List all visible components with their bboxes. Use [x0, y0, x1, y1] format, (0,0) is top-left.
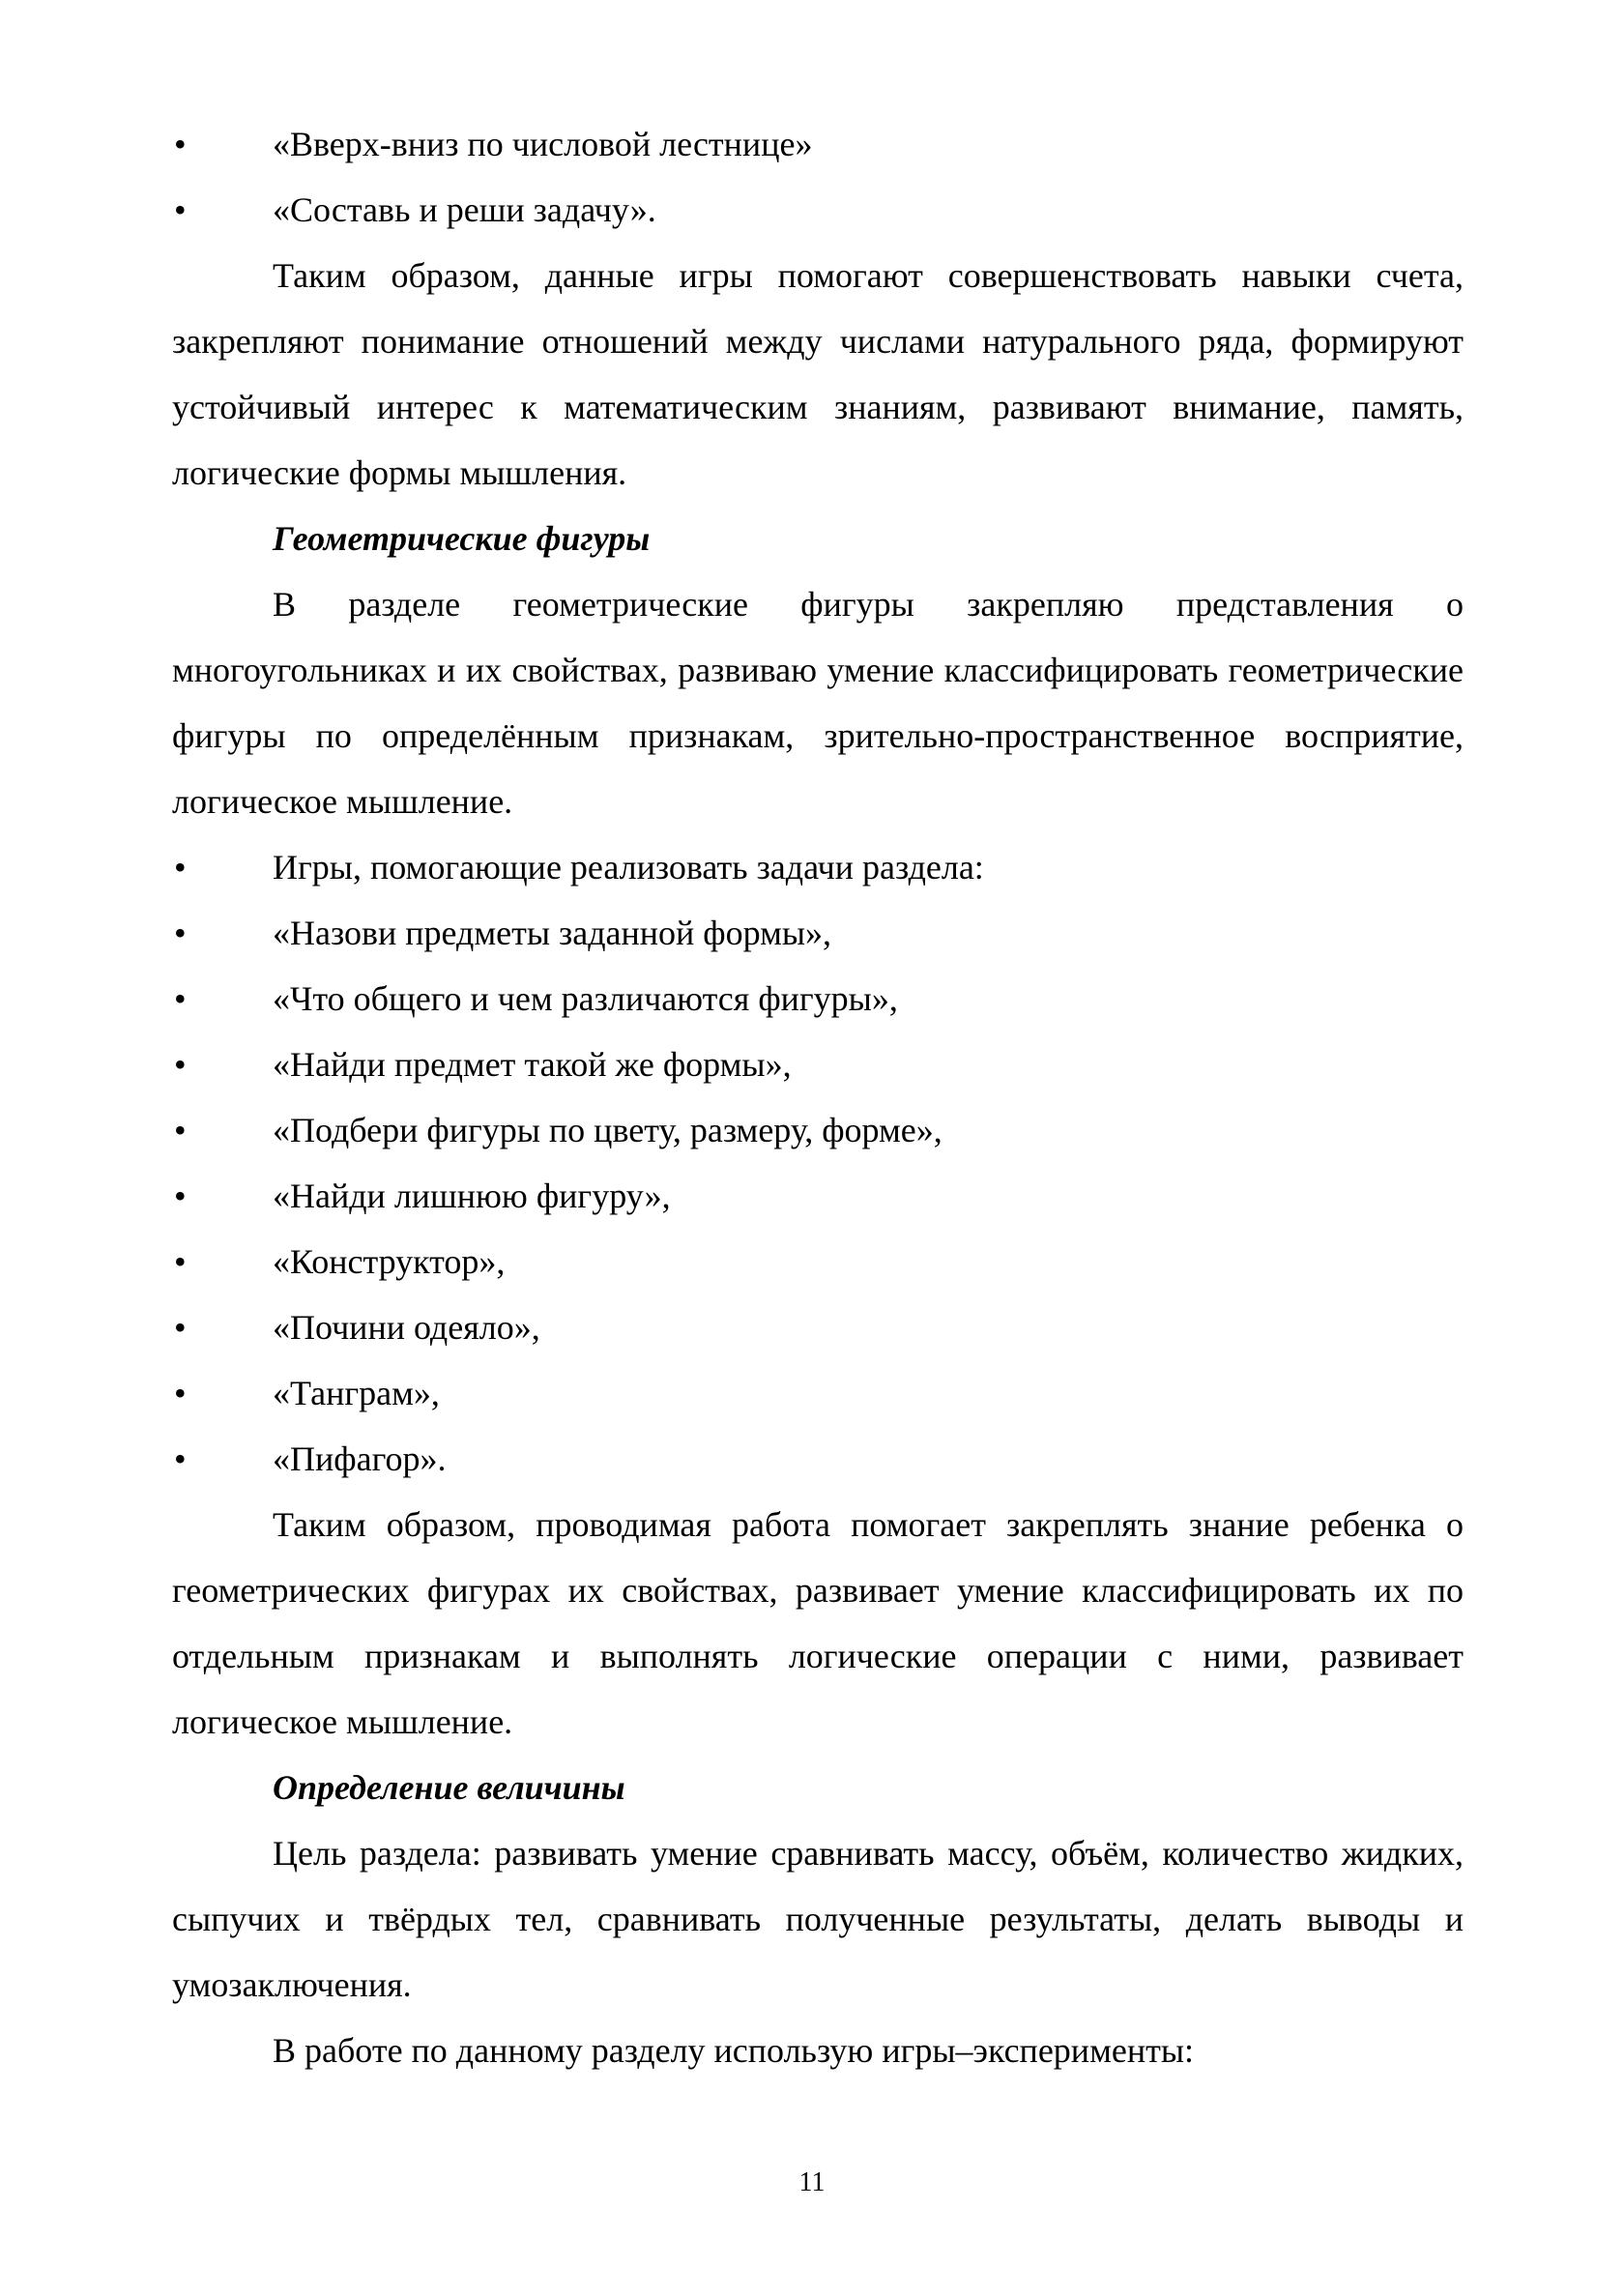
list-item-text: «Составь и реши задачу».	[273, 190, 656, 229]
bullet-marker: •	[174, 1045, 187, 1084]
paragraph-experiments-intro: В работе по данному разделу использую игры–эксперименты:	[273, 2031, 1195, 2070]
list-item	[172, 1032, 1464, 1097]
bullet-marker: •	[174, 1439, 187, 1478]
list-item-text: «Вверх-вниз по числовой лестнице»	[273, 125, 813, 163]
list-item	[172, 1163, 1464, 1229]
bullet-marker: •	[174, 848, 187, 886]
list-item	[172, 1097, 1464, 1163]
list-item-text: Игры, помогающие реализовать задачи раздела:	[273, 848, 984, 886]
bullet-marker: •	[174, 914, 187, 952]
list-item-text: «Найди предмет такой же формы»,	[273, 1045, 792, 1084]
bullet-marker: •	[174, 1242, 187, 1281]
section-heading-geometric-figures: Геометрические фигуры	[273, 519, 651, 558]
bullet-marker: •	[174, 1308, 187, 1347]
list-item-text: «Что общего и чем различаются фигуры»,	[273, 979, 898, 1018]
list-item	[172, 111, 1464, 177]
list-item	[172, 834, 1464, 900]
paragraph-summary-geometry: Таким образом, проводимая работа помогает закреплять знание ребенка о геометрических фигурах их свойствах, развивает умение классифицировать их по отдельным признакам и выполнять логические операции с ними, развивает логическое мышление.	[172, 1505, 1464, 1741]
section-heading-magnitude: Определение величины	[273, 1768, 625, 1807]
bullet-marker: •	[174, 979, 187, 1018]
page-body	[172, 111, 1464, 2083]
paragraph-geometric-figures-intro: В разделе геометрические фигуры закрепляю представления о многоугольниках и их свойствах, развиваю умение классифицировать геометрические фигуры по определённым признакам, зрительно-пространственное восприятие, логическое мышление.	[172, 585, 1464, 821]
list-item-text: «Пифагор».	[273, 1439, 447, 1478]
list-item	[172, 177, 1464, 243]
page-number: 11	[798, 2167, 826, 2197]
list-item	[172, 1229, 1464, 1294]
list-item	[172, 1294, 1464, 1360]
bullet-marker: •	[174, 1374, 187, 1412]
list-item-text: «Почини одеяло»,	[273, 1308, 540, 1347]
paragraph-magnitude-goal: Цель раздела: развивать умение сравнивать массу, объём, количество жидких, сыпучих и твёрдых тел, сравнивать полученные результаты, делать выводы и умозаключения.	[172, 1834, 1464, 2004]
list-item-text: «Найди лишнюю фигуру»,	[273, 1177, 671, 1215]
bullet-marker: •	[174, 1177, 187, 1215]
list-item-text: «Подбери фигуры по цвету, размеру, форме»,	[273, 1111, 942, 1149]
list-item	[172, 1360, 1464, 1426]
list-item-text: «Назови предметы заданной формы»,	[273, 914, 832, 952]
bullet-marker: •	[174, 190, 187, 229]
paragraph-summary-counting: Таким образом, данные игры помогают совершенствовать навыки счета, закрепляют понимание отношений между числами натурального ряда, формируют устойчивый интерес к математическим знаниям, развивают внимание, память, логические формы мышления.	[172, 256, 1464, 492]
list-item-text: «Танграм»,	[273, 1374, 440, 1412]
bullet-marker: •	[174, 1111, 187, 1149]
list-item	[172, 1426, 1464, 1492]
bullet-marker: •	[174, 125, 187, 163]
list-item-text: «Конструктор»,	[273, 1242, 506, 1281]
list-item	[172, 966, 1464, 1032]
list-item	[172, 900, 1464, 966]
